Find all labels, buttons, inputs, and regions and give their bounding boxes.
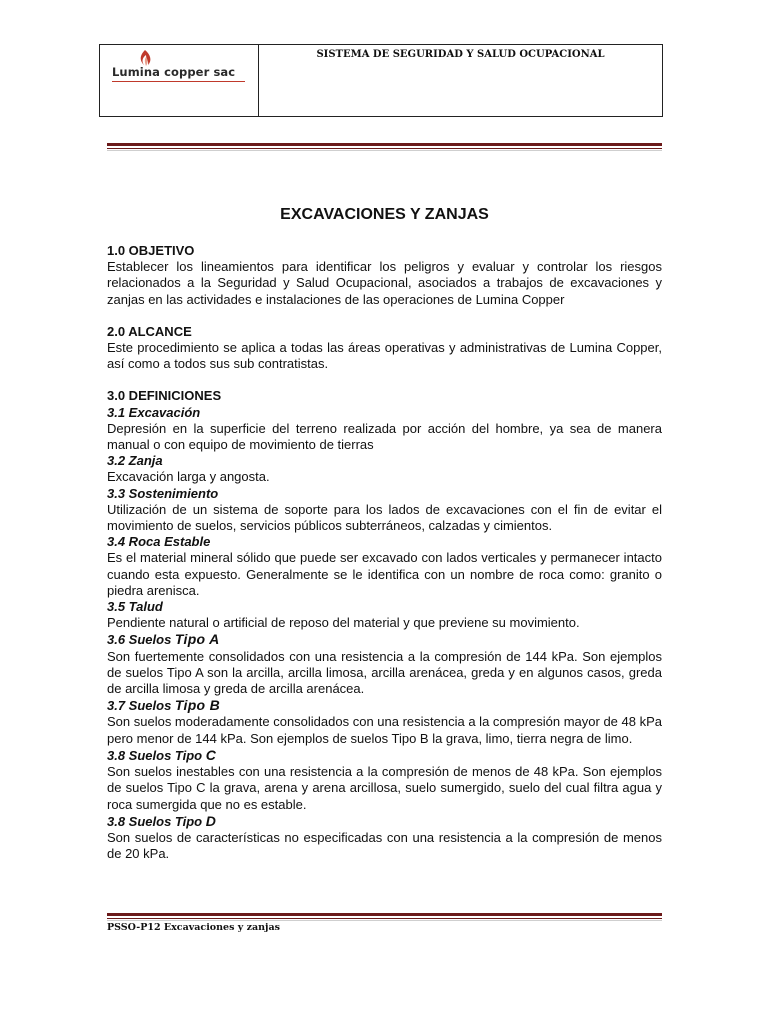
document-title: EXCAVACIONES Y ZANJAS (280, 206, 489, 223)
definition-text: Excavación larga y angosta. (107, 469, 270, 485)
document-body (107, 243, 662, 862)
definition-label (107, 631, 662, 648)
definition-text: Utilización de un sistema de soporte para los lados de excavaciones con el fin de evitar el movimiento de suelos, servicios públicos subterráneos, calzadas y cimientos. (107, 501, 662, 534)
section-text-alcance: Este procedimiento se aplica a todas las áreas operativas y administrativas de Lumina Copper, así como a todos sus sub contratistas. (107, 340, 662, 372)
definition-label (107, 813, 662, 830)
section-heading-alcance: 2.0 ALCANCE (107, 323, 192, 339)
definition-label (107, 747, 662, 764)
definition-label: 3.1 Excavación (107, 404, 201, 420)
definition-text: Son suelos inestables con una resistencia a la compresión de menos de 48 kPa. Son ejemplos de suelos Tipo C la grava, arena y arena arcillosa, suelo sumergido, suelo del cual filtra agua y roca sumergida que no es estable. (107, 764, 662, 812)
definition-label-prefix: 3.8 Suelos Tipo (107, 813, 206, 829)
logo-cell (100, 45, 259, 116)
definition-text: Son fuertemente consolidados con una resistencia a la compresión de 144 kPa. Son ejemplos de suelos Tipo A son la arcilla, arcilla limosa, arcilla arenácea, greda y en algunos casos, greda de arcilla limosa y greda de arcilla arenácea. (107, 648, 662, 697)
section-heading-objetivo: 1.0 OBJETIVO (107, 243, 195, 258)
definition-label: 3.4 Roca Estable (107, 534, 211, 550)
definition-label-type: Tipo A (174, 631, 220, 648)
section-text-objetivo: Establecer los lineamientos para identificar los peligros y evaluar y controlar los riesgos relacionados a la Seguridad y Salud Ocupacional, asociados a trabajos de excavaciones y zanjas en las actividades e instalaciones de las operaciones de Lumina Copper (107, 259, 662, 307)
definition-label: 3.2 Zanja (107, 453, 163, 469)
system-title: SISTEMA DE SEGURIDAD Y SALUD OCUPACIONAL (316, 49, 605, 60)
definition-text: Son suelos de características no especificadas con una resistencia a la compresión de menos de 20 kPa. (107, 829, 662, 862)
definition-label-type: D (205, 812, 217, 829)
footer-divider (107, 913, 662, 921)
definition-label-prefix: 3.7 Suelos (107, 698, 175, 714)
definition-label (107, 697, 662, 714)
header-divider (107, 143, 662, 151)
definition-label-type: Tipo B (174, 697, 221, 714)
definition-text: Es el material mineral sólido que puede ser excavado con lados verticales y permanecer intacto cuando esta expuesto. Generalmente se le identifica con un nombre de roca como: granito o piedra arenisca. (107, 550, 662, 598)
definition-text: Son suelos moderadamente consolidados con una resistencia a la compresión mayor de 48 kPa pero menor de 144 kPa. Son ejemplos de suelos Tipo B la grava, limo, tierra negra de limo. (107, 714, 662, 746)
definition-text: Pendiente natural o artificial de reposo del material y que previene su movimiento. (107, 615, 580, 631)
definition-text: Depresión en la superficie del terreno realizada por acción del hombre, ya sea de manera manual o con equipo de movimiento de tierras (107, 420, 662, 453)
logo-underline (112, 81, 245, 82)
title-cell (259, 45, 662, 116)
definition-label-type: C (205, 746, 217, 763)
footer-doc-code: PSSO-P12 Excavaciones y zanjas (107, 922, 280, 933)
definition-label: 3.3 Sostenimiento (107, 485, 219, 501)
definition-label-prefix: 3.6 Suelos (107, 632, 175, 648)
definition-label: 3.5 Talud (107, 599, 163, 615)
company-logo-text: Lumina copper sac (112, 65, 236, 79)
definition-label-prefix: 3.8 Suelos Tipo (107, 747, 206, 763)
header-table (99, 44, 663, 117)
section-heading-definiciones: 3.0 DEFINICIONES (107, 388, 222, 404)
